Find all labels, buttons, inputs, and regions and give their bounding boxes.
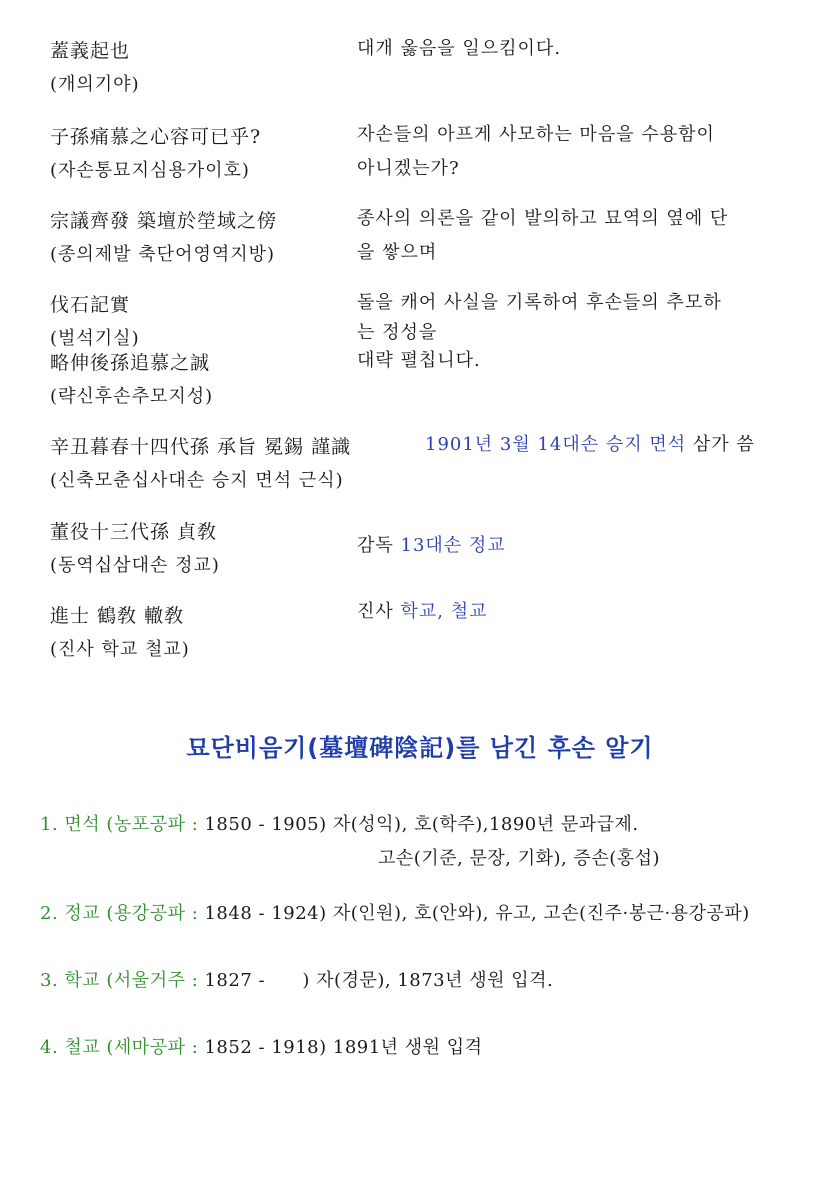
translation-plain: 삼가 씀 xyxy=(686,434,755,455)
translation-line: 자손들의 아프게 사모하는 마음을 수용함이 xyxy=(357,124,715,145)
translation-highlight: 1901년 3월 14대손 승지 면석 xyxy=(425,434,687,455)
hanja-line: 董役十三代孫 貞敎 xyxy=(50,521,218,543)
hanja-line: 略伸後孫追慕之誠 xyxy=(50,352,211,374)
reading-line: (벌석기실) xyxy=(50,328,140,349)
translation-line: 는 정성을 xyxy=(357,322,438,343)
translation-line: 대개 옳음을 일으킴이다. xyxy=(357,38,562,59)
descendant-details: 1852 - 1918) 1891년 생원 입격 xyxy=(204,1037,483,1058)
descendant-item-1-line2: 고손(기준, 문장, 기화), 증손(홍섭) xyxy=(378,848,661,869)
reading-line: (종의제발 축단어영역지방) xyxy=(50,244,276,265)
section-title: 묘단비음기(墓壇碑陰記)를 남긴 후손 알기 xyxy=(186,734,654,762)
reading-line: (신축모춘십사대손 승지 면석 근식) xyxy=(50,470,344,491)
translation-plain: 감독 xyxy=(357,535,401,556)
reading-line: (개의기야) xyxy=(50,74,140,95)
descendant-item-4 xyxy=(40,1033,483,1059)
descendant-item-2 xyxy=(40,899,750,925)
translation-highlight: 학교, 철교 xyxy=(400,601,488,622)
translation-line: 종사의 의론을 같이 발의하고 묘역의 옆에 단 xyxy=(357,208,729,229)
hanja-line: 子孫痛慕之心容可已乎? xyxy=(50,126,262,148)
hanja-line: 宗議齊發 築壇於塋域之傍 xyxy=(50,210,278,232)
hanja-line: 蓋義起也 xyxy=(50,40,131,62)
descendant-heading: 3. 학교 (서울거주 : xyxy=(40,970,205,991)
descendant-details: 1827 - ) 자(경문), 1873년 생원 입격. xyxy=(204,970,554,991)
reading-line: (동역십삼대손 정교) xyxy=(50,555,220,576)
hanja-line: 進士 鶴敎 轍敎 xyxy=(50,605,185,627)
descendant-details: 1848 - 1924) 자(인원), 호(안와), 유고, 고손(진주·봉근·용강공파) xyxy=(204,903,750,924)
reading-line: (략신후손추모지성) xyxy=(50,386,214,407)
descendant-heading: 2. 정교 (용강공파 : xyxy=(40,903,205,924)
translation-line xyxy=(425,428,755,462)
hanja-line: 辛丑暮春十四代孫 承旨 冕錫 謹識 xyxy=(50,436,352,458)
translation-plain: 진사 xyxy=(357,601,401,622)
descendant-details: 1850 - 1905) 자(성익), 호(학주),1890년 문과급제. xyxy=(204,814,639,835)
hanja-line: 伐石記實 xyxy=(50,294,131,316)
translation-line xyxy=(357,529,506,563)
descendant-heading: 1. 면석 (농포공파 : xyxy=(40,814,205,835)
translation-highlight: 13대손 정교 xyxy=(400,535,506,556)
reading-line: (자손통묘지심용가이호) xyxy=(50,160,250,181)
reading-line: (진사 학교 철교) xyxy=(50,639,190,660)
translation-line: 돌을 캐어 사실을 기록하여 후손들의 추모하 xyxy=(357,292,722,313)
descendant-item-3 xyxy=(40,966,553,992)
translation-line: 을 쌓으며 xyxy=(357,242,438,263)
translation-line: 아니겠는가? xyxy=(357,158,460,179)
descendant-heading: 4. 철교 (세마공파 : xyxy=(40,1037,205,1058)
descendant-item-1 xyxy=(40,810,639,836)
translation-line: 대략 펼칩니다. xyxy=(357,350,481,371)
translation-line xyxy=(357,595,488,629)
